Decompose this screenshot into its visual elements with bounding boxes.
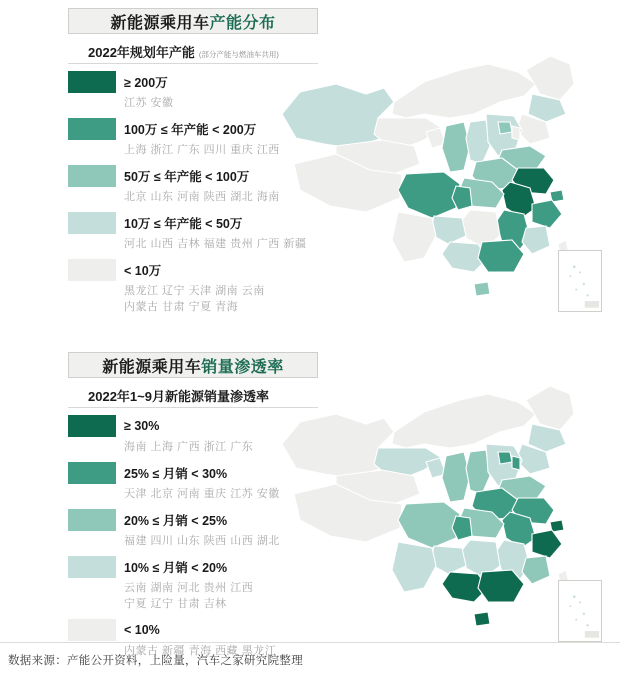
legend-swatch [68, 212, 116, 234]
province-xinjiang [282, 414, 394, 478]
legend-penetration-title: 2022年1~9月新能源销量渗透率 [88, 389, 269, 404]
legend-swatch [68, 118, 116, 140]
province-sichuan [398, 502, 460, 548]
legend-province-list: 内蒙古 甘肃 宁夏 青海 [124, 301, 239, 313]
legend-label: < 10万 [124, 264, 162, 278]
legend-swatch [68, 259, 116, 281]
south-china-sea-inset [558, 250, 602, 312]
province-yunnan [392, 542, 436, 592]
province-tianjin [512, 126, 520, 140]
legend-label: 25% ≤ 月销 < 30% [124, 467, 228, 481]
province-fujian [522, 226, 550, 254]
legend-province-list: 内蒙古 新疆 青海 西藏 黑龙江 [124, 645, 277, 657]
legend-capacity-note: (部分产能与燃油车共用) [198, 50, 279, 59]
legend-province-list: 北京 山东 河南 陕西 湖北 海南 [124, 191, 280, 203]
province-beijing [498, 122, 512, 134]
province-inner-mongolia [392, 394, 536, 448]
source-text: 数据来源：产能公开资料，上险量，汽车之家研究院整理 [8, 654, 303, 667]
legend-province-list: 黑龙江 辽宁 天津 湖南 云南 [124, 285, 265, 297]
province-heilongjiang [526, 386, 574, 430]
province-inner-mongolia [392, 64, 536, 118]
province-fujian [522, 556, 550, 584]
legend-province-list: 云南 湖南 河北 贵州 江西 [124, 582, 254, 594]
legend-label: 10万 ≤ 年产能 < 50万 [124, 217, 243, 231]
legend-label: ≥ 200万 [124, 76, 168, 90]
legend-label: 20% ≤ 月销 < 25% [124, 514, 228, 528]
panel-capacity-title [110, 10, 275, 33]
province-yunnan [392, 212, 436, 262]
province-sichuan [398, 172, 460, 218]
legend-label: ≥ 30% [124, 419, 160, 433]
legend-swatch [68, 165, 116, 187]
panel-capacity-title-accent: 产能分布 [209, 14, 276, 32]
province-zhejiang [532, 200, 562, 228]
legend-province-list: 海南 上海 广西 浙江 广东 [124, 441, 254, 453]
legend-swatch [68, 415, 116, 437]
legend-province-list: 天津 北京 河南 重庆 江苏 安徽 [124, 488, 280, 500]
province-hainan [474, 612, 490, 626]
province-shaanxi [442, 122, 470, 172]
legend-province-list: 江苏 安徽 [124, 97, 174, 109]
legend-province-list: 河北 山西 吉林 福建 贵州 广西 新疆 [124, 238, 307, 250]
panel-capacity [0, 0, 620, 336]
legend-province-list: 上海 浙江 广东 四川 重庆 江西 [124, 144, 280, 156]
south-china-sea-inset [558, 580, 602, 642]
province-beijing [498, 452, 512, 464]
legend-province-list: 宁夏 辽宁 甘肃 吉林 [124, 598, 227, 610]
province-heilongjiang [526, 56, 574, 100]
province-xinjiang [282, 84, 394, 148]
legend-province-list: 福建 四川 山东 陕西 山西 湖北 [124, 535, 280, 547]
legend-swatch [68, 619, 116, 641]
panel-capacity-title-main: 新能源乘用车 [110, 14, 210, 32]
legend-swatch [68, 462, 116, 484]
province-shaanxi [442, 452, 470, 502]
panel-penetration-title-accent: 销量渗透率 [201, 358, 284, 376]
legend-swatch [68, 509, 116, 531]
source-footer [0, 642, 620, 676]
province-tianjin [512, 456, 520, 470]
province-zhejiang [532, 530, 562, 558]
china-map-capacity [274, 22, 614, 322]
legend-swatch [68, 556, 116, 578]
panel-penetration-title [102, 354, 284, 377]
legend-label: < 10% [124, 623, 160, 637]
province-guizhou [430, 216, 466, 244]
province-guizhou [430, 546, 466, 574]
panel-penetration-title-main: 新能源乘用车 [102, 358, 202, 376]
legend-label: 10% ≤ 月销 < 20% [124, 561, 228, 575]
panel-penetration [0, 344, 620, 657]
legend-label: 100万 ≤ 年产能 < 200万 [124, 123, 257, 137]
province-hainan [474, 282, 490, 296]
legend-swatch [68, 71, 116, 93]
legend-capacity-title: 2022年规划年产能 [88, 45, 195, 60]
legend-label: 50万 ≤ 年产能 < 100万 [124, 170, 250, 184]
china-map-penetration [274, 352, 614, 652]
